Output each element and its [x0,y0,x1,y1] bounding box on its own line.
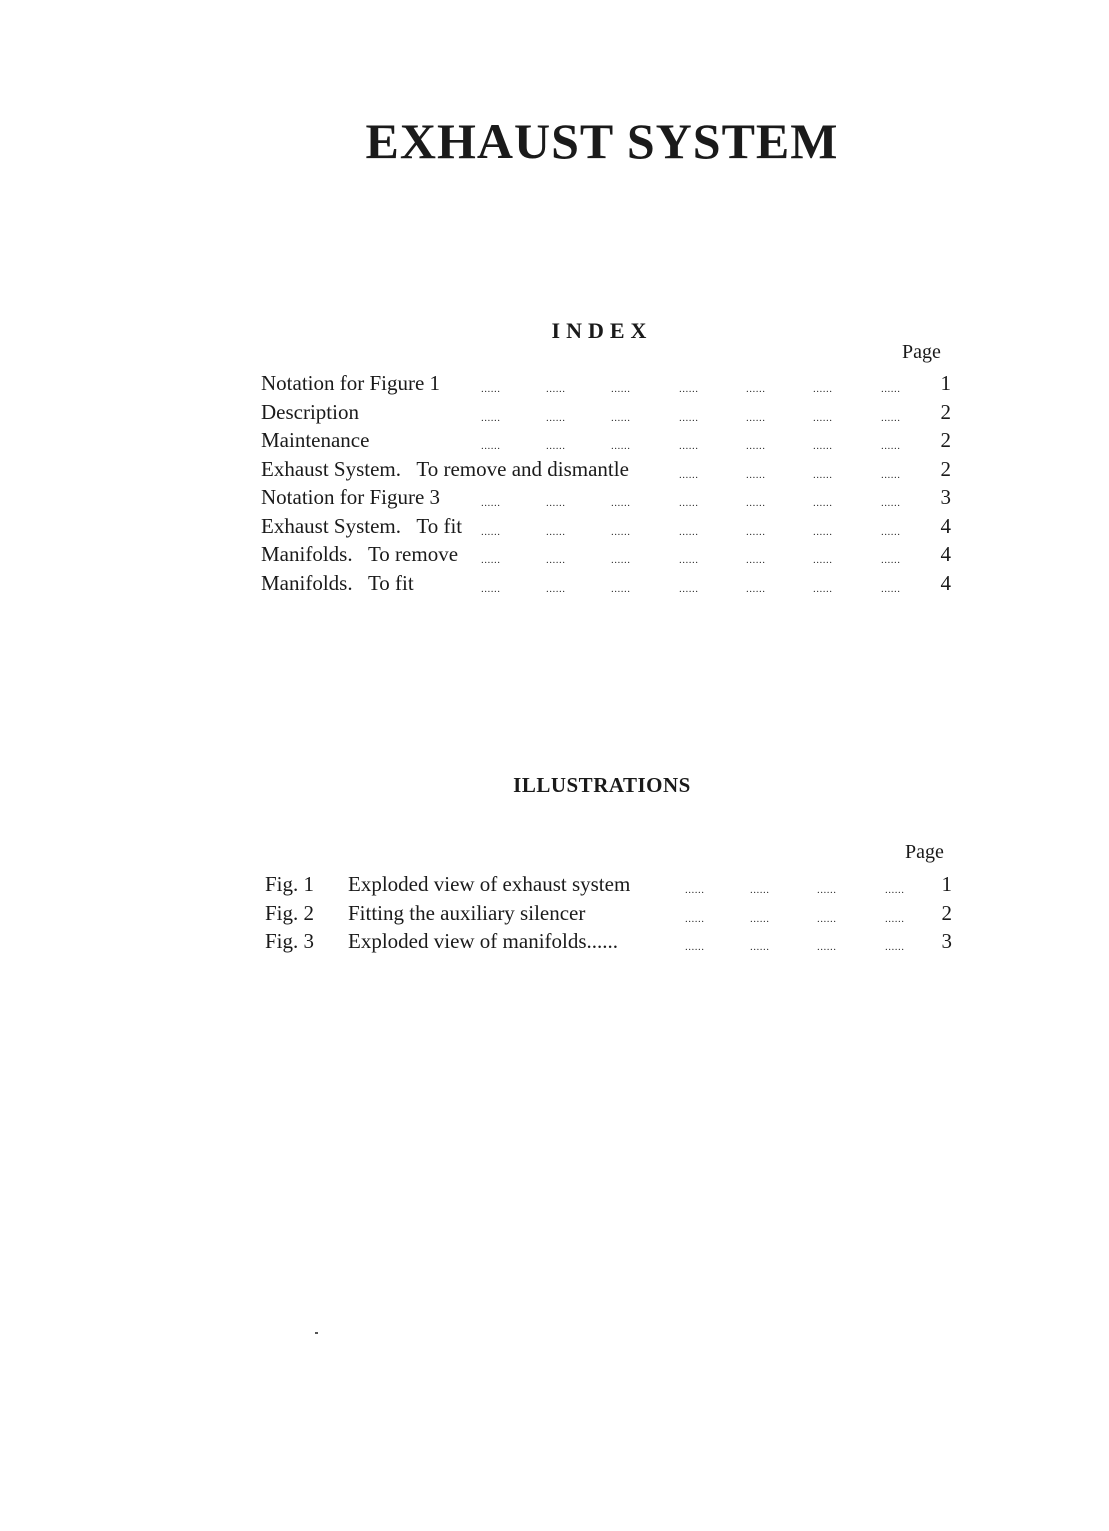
figure-page: 1 [941,872,952,896]
dot-leader: ...... [750,884,770,896]
index-entry-label: Maintenance [261,428,370,452]
dot-leader: ...... [881,497,901,509]
dot-leader: ...... [813,440,833,452]
index-entry[interactable] [261,512,951,541]
index-entry-page: 1 [940,371,951,395]
dot-leader: ...... [679,582,699,595]
dot-leader: ...... [685,884,705,896]
illustrations-heading: ILLUSTRATIONS [513,773,691,797]
figure-page: 2 [941,900,952,925]
dot-leader: ...... [679,383,699,395]
index-entry-page: 4 [940,542,951,566]
dot-leader: ...... [679,525,699,538]
index-entry-label: Manifolds. To remove [261,542,459,566]
dot-leader: ...... [679,411,699,424]
dot-leader: ...... [546,411,566,424]
dot-leader: ...... [746,468,766,481]
index-entry-label: Manifolds. To fit [261,570,414,595]
dot-leader: ...... [679,440,699,452]
dot-leader: ...... [611,411,631,424]
dot-leader: ...... [885,941,905,953]
figure-number: Fig. 1 [265,872,315,896]
index-entry[interactable] [261,569,951,598]
index-entry-label: Exhaust System. To remove and dismantle [261,456,629,481]
dot-leader: ...... [685,912,705,925]
dot-leader: ...... [546,440,566,452]
dot-leader: ...... [685,941,705,953]
dot-leader: ...... [611,440,631,452]
dot-leader: ...... [546,525,566,538]
dot-leader: ...... [885,884,905,896]
dot-leader: ...... [546,554,566,566]
dot-leader: ...... [746,411,766,424]
dot-leader: ...... [481,582,501,595]
figure-caption: Exploded view of exhaust system [348,872,631,896]
index-entry[interactable] [261,540,951,569]
dot-leader: ...... [611,383,631,395]
index-entry-page: 2 [940,428,951,452]
index-entry-label: Notation for Figure 3 [261,485,441,509]
index-entry[interactable] [261,426,951,455]
dot-leader: ...... [746,440,766,452]
dot-leader: ...... [546,383,566,395]
dot-leader: ...... [611,497,631,509]
dot-leader: ...... [750,941,770,953]
scan-speck [315,1332,318,1334]
dot-leader: ...... [750,912,770,925]
index-entry-page: 4 [940,513,951,538]
dot-leader: ...... [817,884,837,896]
dot-leader: ...... [481,554,501,566]
dot-leader: ...... [817,912,837,925]
dot-leader: ...... [546,582,566,595]
dot-leader: ...... [813,582,833,595]
dot-leader: ...... [813,411,833,424]
illustration-entry[interactable] [265,870,952,899]
index-entry-page: 2 [940,399,951,424]
dot-leader: ...... [679,497,699,509]
dot-leader: ...... [885,912,905,925]
dot-leader: ...... [881,525,901,538]
dot-leader: ...... [746,497,766,509]
index-entry[interactable] [261,369,951,398]
dot-leader: ...... [881,383,901,395]
dot-leader: ...... [611,582,631,595]
index-entry[interactable] [261,398,951,427]
dot-leader: ...... [746,554,766,566]
index-entry-label: Description [261,399,359,424]
dot-leader: ...... [746,582,766,595]
index-entry[interactable] [261,483,951,512]
dot-leader: ...... [481,525,501,538]
index-entry-label: Notation for Figure 1 [261,371,441,395]
dot-leader: ...... [481,383,501,395]
page-title: EXHAUST SYSTEM [365,113,839,169]
index-entry-page: 4 [940,570,951,595]
dot-leader: ...... [481,440,501,452]
dot-leader: ...... [813,525,833,538]
dot-leader: ...... [679,468,699,481]
dot-leader: ...... [813,383,833,395]
index-entry[interactable] [261,455,951,484]
index-heading: INDEX [551,318,653,343]
dot-leader: ...... [481,411,501,424]
dot-leader: ...... [611,525,631,538]
illustration-entry[interactable] [265,927,952,956]
dot-leader: ...... [881,554,901,566]
illustrations-page-column-header: Page [905,841,944,863]
dot-leader: ...... [546,497,566,509]
dot-leader: ...... [611,554,631,566]
dot-leader: ...... [813,554,833,566]
dot-leader: ...... [881,468,901,481]
dot-leader: ...... [481,497,501,509]
figure-caption: Fitting the auxiliary silencer [348,900,586,925]
dot-leader: ...... [881,440,901,452]
index-list [261,369,951,597]
dot-leader: ...... [679,554,699,566]
dot-leader: ...... [746,383,766,395]
dot-leader: ...... [813,468,833,481]
figure-caption: Exploded view of manifolds...... [348,929,619,953]
dot-leader: ...... [813,497,833,509]
figure-page: 3 [941,929,952,953]
figure-number: Fig. 2 [265,900,315,925]
figure-number: Fig. 3 [265,929,315,953]
index-entry-label: Exhaust System. To fit [261,513,463,538]
dot-leader: ...... [881,411,901,424]
illustrations-list [265,870,952,956]
index-entry-page: 3 [940,485,951,509]
index-entry-page: 2 [940,456,951,481]
dot-leader: ...... [881,582,901,595]
index-page-column-header: Page [902,341,941,363]
illustration-entry[interactable] [265,899,952,928]
dot-leader: ...... [817,941,837,953]
dot-leader: ...... [746,525,766,538]
